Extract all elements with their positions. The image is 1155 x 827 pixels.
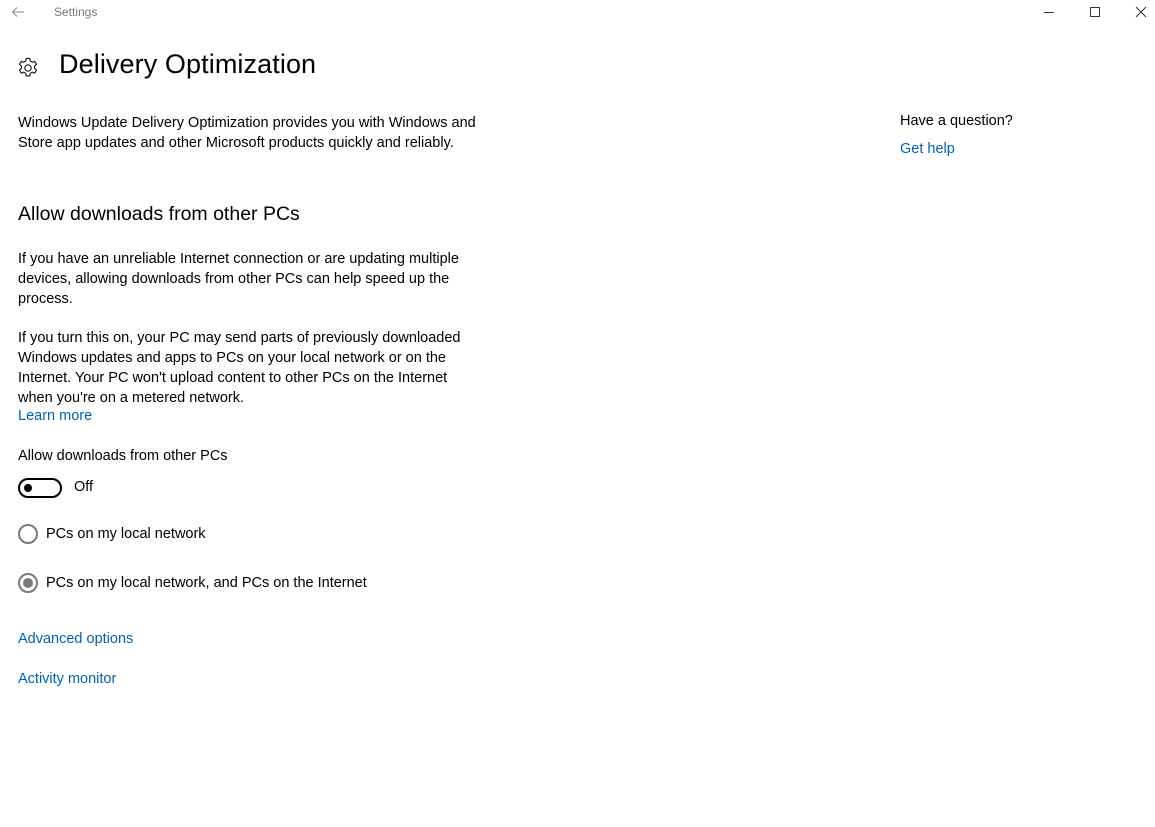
minimize-button[interactable] xyxy=(1026,0,1072,24)
page-title: Delivery Optimization xyxy=(59,49,317,79)
section-heading: Allow downloads from other PCs xyxy=(18,203,300,225)
radio-label: PCs on my local network xyxy=(46,526,206,542)
toggle-knob xyxy=(24,484,32,492)
section-paragraph-2: If you turn this on, your PC may send parts of previously downloaded Windows updates and apps to PCs on your local network or on the Internet. Your PC won't upload content to other PCs on the Internet when you're on a metered network. xyxy=(18,330,461,406)
radio-button[interactable] xyxy=(18,573,38,593)
radio-label: PCs on my local network, and PCs on the Internet xyxy=(46,575,367,591)
get-help-link[interactable]: Get help xyxy=(900,141,955,157)
toggle-label: Allow downloads from other PCs xyxy=(18,448,228,464)
intro-text: Windows Update Delivery Optimization provides you with Windows and Store app updates and other Microsoft products quickly and reliably. xyxy=(18,115,476,151)
learn-more-link[interactable]: Learn more xyxy=(18,408,93,424)
radio-selected-dot xyxy=(23,578,33,588)
activity-monitor-link[interactable]: Activity monitor xyxy=(18,671,117,687)
back-arrow-icon xyxy=(11,6,25,18)
back-button[interactable] xyxy=(6,0,30,24)
toggle-state: Off xyxy=(74,479,94,495)
section-paragraph-1: If you have an unreliable Internet connection or are updating multiple devices, allowing downloads from other PCs can help speed up the process. xyxy=(18,251,459,307)
radio-button[interactable] xyxy=(18,524,38,544)
close-button[interactable] xyxy=(1118,0,1155,24)
app-title: Settings xyxy=(54,5,98,19)
gear-icon xyxy=(16,56,40,80)
intro-text-block xyxy=(18,113,478,153)
advanced-options-link[interactable]: Advanced options xyxy=(18,631,134,647)
title-bar xyxy=(0,0,1155,24)
help-question: Have a question? xyxy=(900,113,1013,129)
close-icon xyxy=(1135,6,1147,18)
maximize-icon xyxy=(1089,6,1101,18)
radio-local-and-internet[interactable] xyxy=(18,573,367,593)
radio-local-network[interactable] xyxy=(18,524,206,544)
minimize-icon xyxy=(1043,6,1055,18)
allow-downloads-toggle[interactable] xyxy=(18,478,62,498)
maximize-button[interactable] xyxy=(1072,0,1118,24)
